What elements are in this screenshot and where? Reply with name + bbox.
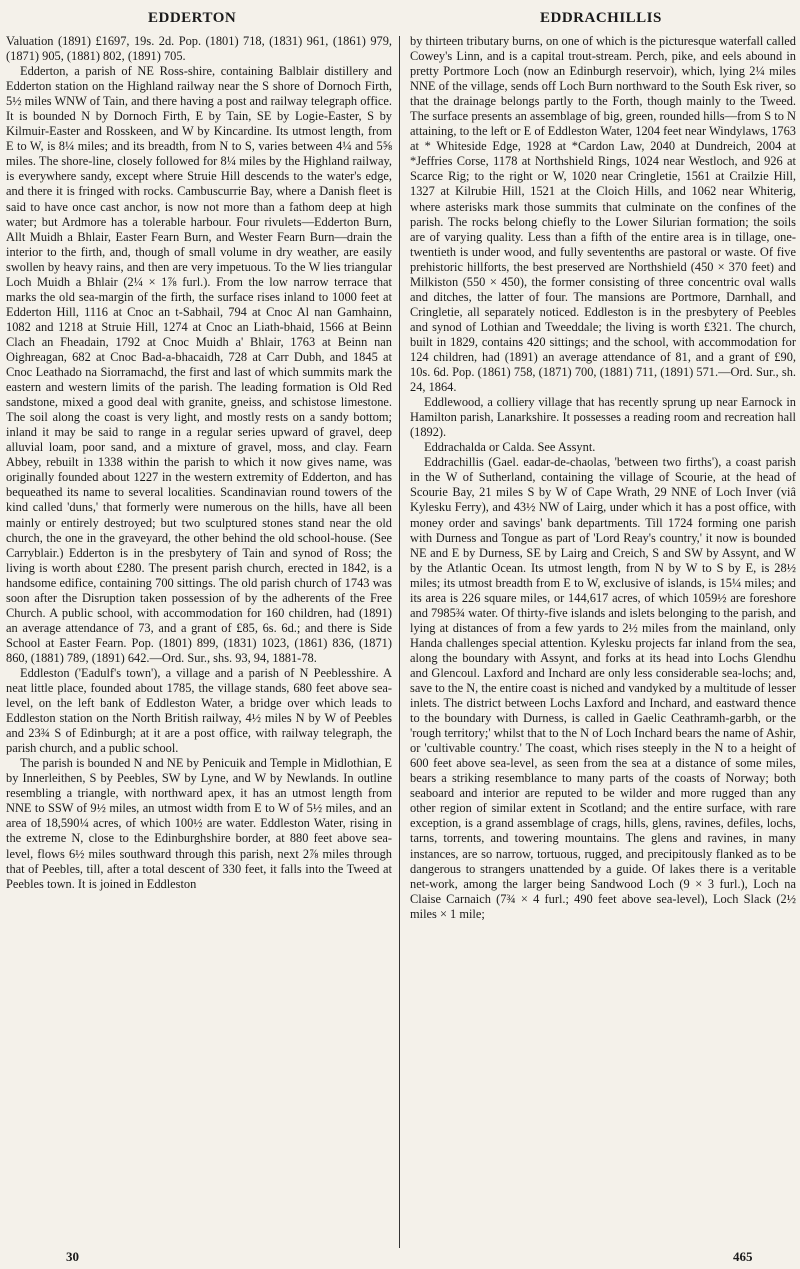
column-rule — [399, 36, 400, 1248]
running-head-right: EDDRACHILLIS — [540, 10, 662, 26]
running-head-left: EDDERTON — [148, 10, 237, 26]
entry-eddleston: Eddleston ('Eadulf's town'), a village and a parish of N Peeblesshire. A neat little place, founded about 1785, the village stands, 680 feet above sea-level, on the left bank of Eddleston Water, a bridge over which leads to Eddleston station on the North British railway, 4½ miles N by W of Peebles and 23¾ S of Edinburgh; at it are a post office, with railway telegraph, the parish church, and a public school. — [6, 665, 392, 756]
right-column — [410, 34, 796, 1244]
paragraph-eddleston-parish: The parish is bounded N and NE by Penicuik and Temple in Midlothian, E by Innerleithen, S by Peebles, SW by Lyne, and W by Newlands. In outline resembling a triangle, with northward apex, it has an utmost length from NNE to SSW of 9½ miles, an utmost width from E to W of 5½ miles, and an area of 18,590¼ acres, of which 100½ are water. Eddleston Water, rising in the extreme N, close to the Edinburghshire border, at 880 feet above sea-level, flows 6½ miles southward through this parish, next 2⅞ miles through that of Peebles, till, after a total descent of 330 feet, it falls into the Tweed at Peebles town. It is joined in Eddleston — [6, 756, 392, 891]
page-number-left: 30 — [66, 1249, 79, 1264]
entry-eddrachillis: Eddrachillis (Gael. eadar-de-chaolas, 'between two firths'), a coast parish in the W of Sutherland, containing the village of Scourie, at the head of Scourie Bay, 21 miles S by W of Cape Wrath, 29 NNE of Loch Inver (viâ Kylesku Ferry), and 43½ NW of Lairg, under which it has a post office, with money order and savings' bank departments. Till 1724 forming one parish with Durness and Tongue as part of 'Lord Reay's country,' it now is bounded NE and E by Durness, SE by Lairg and Creich, S and SW by Assynt, and W by the Atlantic Ocean. Its utmost length, from N by W to S by E, is 28½ miles; its utmost breadth from E to W, exclusive of islands, is 15¼ miles; and its area is 226 square miles, or 144,617 acres, of which 1059½ are foreshore and 7985¾ water. Of thirty-five islands and islets belonging to the parish, and lying at distances of from a few yards to 2½ miles from the mainland, only Handa challenges special attention. Kylesku projects far inland from the sea, along the boundary with Assynt, and forks at its head into Lochs Glendhu and Glencoul. Laxford and Inchard are only less considerable sea-lochs; and, save to the N, the entire coast is niched and vandyked by a multitude of lesser inlets. The district between Lochs Laxford and Inchard, and eastward thence to the boundary with Durness, is called in Gaelic Ceathramh-garbh, or the 'rough territory;' whilst that to the N of Loch Inchard bears the name of Ashir, or 'cultivable country.' The coast, which rises steeply in the N to a height of 600 feet above sea-level, as seen from the sea at a distance of some miles, bears a striking resemblance to many parts of the coasts of Norway; both seaboard and interior are reputed to be wilder and more rugged than any other region of similar extent in Scotland; and the entire surface, with rare exception, is a grand assemblage of crags, hills, glens, ravines, defiles, lochs, tarns, torrents, and towering mountains. The glens and ravines, in many instances, are so narrow, tortuous, rugged, and precipitously flanked as to be dangerous to strangers unattended by a guide. Of lakes there is a veritable net-work, among the larger being Sandwood Loch (9 × 3 furl.), Loch na Claise Carnaich (7¾ × 4 furl.; 490 feet above sea-level), Loch Slack (2½ miles × 1 mile; — [410, 455, 796, 921]
entry-edderton: Edderton, a parish of NE Ross-shire, containing Balblair distillery and Edderton station on the Highland railway near the S shore of Dornoch Firth, 5½ miles WNW of Tain, and there having a post and railway telegraph office. It is bounded N by Dornoch Firth, E by Tain, SE by Logie-Easter, S by Kilmuir-Easter and Rosskeen, and W by Kincardine. Its utmost length, from E to W, is 8¼ miles; and its breadth, from N to S, varies between 4¼ and 5⅝ miles. The shore-line, closely followed for 8¼ miles by the Highland railway, is everywhere sandy, except where Struie Hill descends to the water's edge, and there it is fringed with rocks. Cambuscurrie Bay, where a Danish fleet is said to have once cast anchor, is now not more than a fathom deep at high water; but Ardmore has a tolerable harbour. Four rivulets—Edderton Burn, Allt Muidh a Bhlair, Easter Fearn Burn, and Wester Fearn Burn—drain the interior to the firth, and, though of small volume in dry weather, are easily swollen by heavy rains, and then are very impetuous. To the W lies triangular Loch Muidh a Bhlair (2¼ × 1⅞ furl.). From the low narrow terrace that marks the old sea-margin of the firth, the surface rises inland to 1000 feet at Edderton Hill, 1116 at Cnoc an t-Sabhail, 794 at Cnoc Al nan Gamhainn, 1082 and 1218 at Struie Hill, 1274 at Cnoc an Liath-bhaid, 1566 at Beinn Clach an Fheadain, 1792 at Cnoc Muidh a' Bhlair, 1763 at Beinn nan Oighreagan, 682 at Cnoc Bad-a-bhacaidh, 728 at Carr Dubh, and 1845 at Cnoc Leathado na Siorramachd, the first and last of which summits mark the eastern and western limits of the parish. The leading formation is Old Red sandstone, mixed a good deal with granite, gneiss, and schistose limestone. The soil along the coast is very light, and mostly rests on a sandy bottom; inland it may be said to range in a regular series upward of gravel, deep alluvial loam, poor sand, and a mixture of gravel, moss, and clay. Fearn Abbey, rebuilt in 1338 within the parish to which it now gives name, was originally founded about 1227 in the western extremity of Edderton, and has bequeathed its name to several localities. Scandinavian round towers of the kind called 'duns,' that formerly were numerous on the hills, have all been mainly or entirely destroyed; but two sculptured stones stand near the old church, the one in the graveyard, the other behind the old school-house. (See Carryblair.) Edderton is in the presbytery of Tain and synod of Ross; the living is worth about £280. The present parish church, erected in 1842, is a handsome edifice, containing 700 sittings. The old parish church of 1743 was soon after the Disruption taken possession of by the adherents of the Free Church. A public school, with accommodation for 160 children, had (1891) an average attendance of 73, and a grant of £85, 6s. 6d.; and there is Side School at Easter Fearn. Pop. (1801) 899, (1831) 1023, (1861) 836, (1871) 860, (1881) 789, (1891) 642.—Ord. Sur., shs. 93, 94, 1881-78. — [6, 64, 392, 665]
entry-eddrachalda: Eddrachalda or Calda. See Assynt. — [424, 440, 596, 455]
paragraph-eddleston-continued: by thirteen tributary burns, on one of which is the picturesque waterfall called Cowey's Linn, and is a capital trout-stream. Perch, pike, and eels abound in pretty Portmore Loch (now an Edinburgh reservoir), which, lying 2¼ miles NNE of the village, sends off Loch Burn northward to the South Esk river, so that the drainage belongs partly to the Forth, though mainly to the Tweed. The surface presents an assemblage of big, green, rounded hills—from S to N attaining, to the left or E of Eddleston Water, 1204 feet near Windylaws, 1763 at * Whiteside Edge, 1928 at *Cardon Law, 2040 at Dundreich, 2004 at *Jeffries Corse, 1178 at Northshield Rings, 1024 near Westloch, and 926 at Scarce Rig; to the right or W, 1020 near Cringletie, 1561 at Crailzie Hill, 1327 at Kilrubie Hill, 1521 at the Cloich Hills, and 1062 near Whiterig, where asterisks mark those summits that culminate on the confines of the parish. The rocks belong chiefly to the Lower Silurian formation; the soils are of varying quality. Less than a fifth of the entire area is in tillage, one-twentieth is under wood, and fully seventenths are pastoral or waste. Of five prehistoric hillforts, the best preserved are Northshield (450 × 370 feet) and Milkiston (550 × 450), the former consisting of three concentric oval walls and ditches, the latter of four. The mansions are Portmore, Darnhall, and Cringletie, all separately noticed. Eddleston is in the presbytery of Peebles and synod of Lothian and Tweeddale; the living is worth £321. The church, built in 1829, contains 420 sittings; and the school, with accommodation for 124 children, had (1891) an average attendance of 81, and a grant of £90, 10s. 6d. Pop. (1861) 758, (1871) 700, (1881) 711, (1891) 571.—Ord. Sur., sh. 24, 1864. — [410, 34, 796, 395]
left-column — [6, 34, 392, 1244]
page-number-right: 465 — [733, 1249, 753, 1264]
paragraph-valuation-continued: Valuation (1891) £1697, 19s. 2d. Pop. (1801) 718, (1831) 961, (1861) 979, (1871) 905, (1881) 802, (1891) 705. — [6, 34, 392, 64]
entry-eddlewood: Eddlewood, a colliery village that has recently sprung up near Earnock in Hamilton parish, Lanarkshire. It possesses a reading room and recreation hall (1892). — [410, 395, 796, 440]
